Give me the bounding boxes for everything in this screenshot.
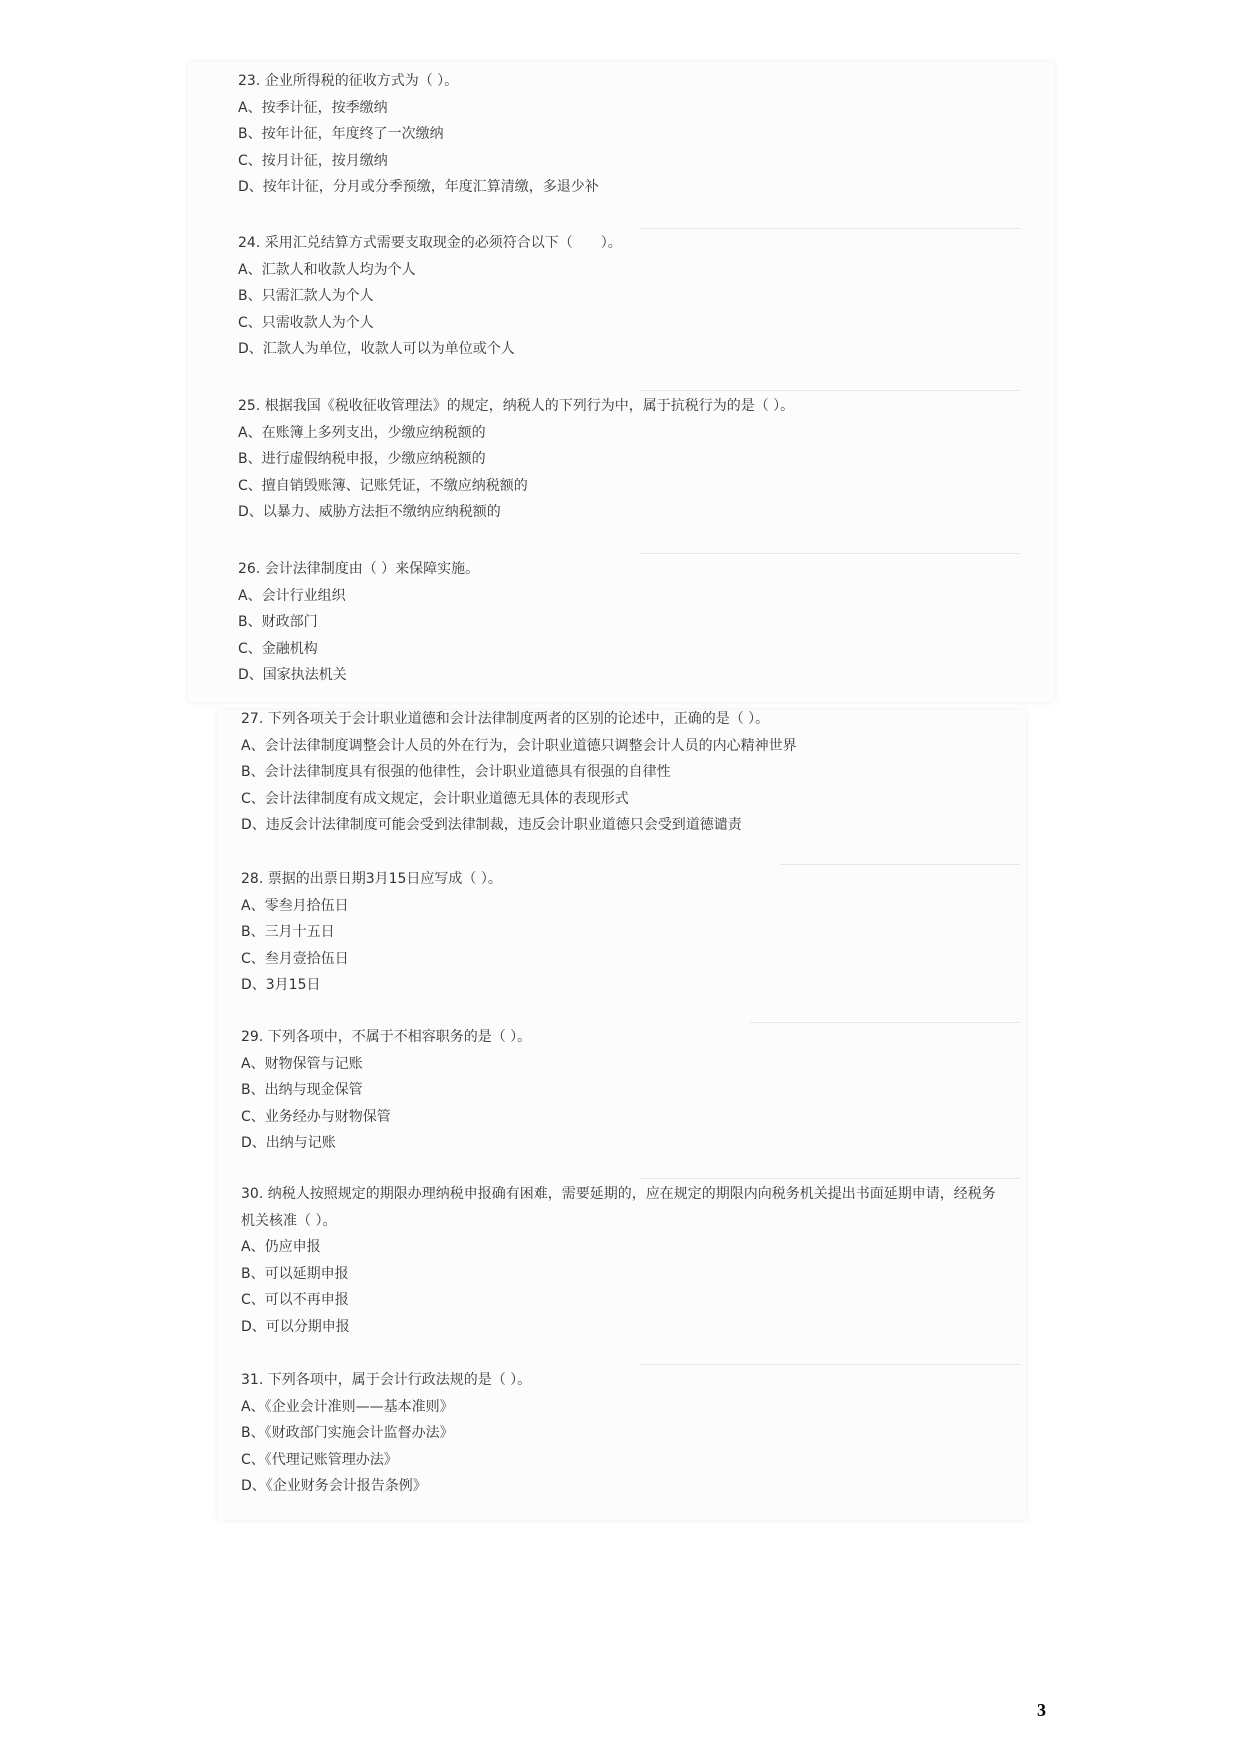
option-a: A、按季计征，按季缴纳 (238, 99, 388, 116)
option-c: C、可以不再申报 (241, 1292, 349, 1308)
question-30 (241, 1181, 1006, 1340)
question-stem: 25. 根据我国《税收征收管理法》的规定，纳税人的下列行为中，属于抗税行为的是（ ）。 (238, 398, 795, 414)
option-b: B、出纳与现金保管 (241, 1082, 363, 1098)
option-a: A、财物保管与记账 (241, 1055, 363, 1072)
separator (750, 1022, 1020, 1023)
option-d: D、以暴力、威胁方法拒不缴纳应纳税额的 (238, 504, 501, 520)
option-b: B、会计法律制度具有很强的他律性，会计职业道德具有很强的自律性 (241, 764, 671, 780)
question-31 (241, 1367, 1021, 1500)
option-d: D、按年计征，分月或分季预缴，年度汇算清缴，多退少补 (238, 179, 599, 195)
option-b: B、三月十五日 (241, 924, 335, 940)
option-d: D、汇款人为单位，收款人可以为单位或个人 (238, 341, 515, 357)
option-d: D、违反会计法律制度可能会受到法律制裁，违反会计职业道德只会受到道德谴责 (241, 817, 742, 833)
separator (640, 390, 1020, 391)
option-a: A、《企业会计准则——基本准则》 (241, 1398, 454, 1415)
option-a: A、在账簿上多列支出，少缴应纳税额的 (238, 424, 486, 441)
question-stem: 24. 采用汇兑结算方式需要支取现金的必须符合以下（ ）。 (238, 235, 622, 251)
question-25 (238, 393, 1038, 526)
option-c: C、《代理记账管理办法》 (241, 1451, 398, 1468)
separator (640, 553, 1020, 554)
separator (640, 1178, 1020, 1179)
option-c: C、业务经办与财物保管 (241, 1108, 391, 1125)
question-stem: 26. 会计法律制度由（ ）来保障实施。 (238, 561, 480, 577)
option-d: D、《企业财务会计报告条例》 (241, 1478, 427, 1494)
option-b: B、按年计征，年度终了一次缴纳 (238, 126, 444, 142)
question-27 (241, 706, 1021, 839)
question-stem: 23. 企业所得税的征收方式为（ ）。 (238, 73, 459, 89)
question-stem: 31. 下列各项中，属于会计行政法规的是（ ）。 (241, 1372, 532, 1388)
option-a: A、会计法律制度调整会计人员的外在行为，会计职业道德只调整会计人员的内心精神世界 (241, 737, 797, 754)
separator (780, 864, 1020, 865)
option-c: C、擅自销毁账簿、记账凭证，不缴应纳税额的 (238, 477, 528, 494)
option-a: A、会计行业组织 (238, 587, 346, 604)
option-c: C、按月计征，按月缴纳 (238, 152, 388, 169)
separator (640, 228, 1020, 229)
option-b: B、进行虚假纳税申报，少缴应纳税额的 (238, 451, 486, 467)
separator (640, 1364, 1020, 1365)
option-d: D、可以分期申报 (241, 1318, 350, 1335)
option-d: D、3月15日 (241, 977, 321, 993)
question-26 (238, 556, 1038, 689)
option-a: A、零叁月拾伍日 (241, 897, 349, 914)
option-b: B、可以延期申报 (241, 1265, 349, 1282)
option-c: C、金融机构 (238, 640, 318, 657)
page-number: 3 (1037, 1700, 1046, 1720)
question-stem: 28. 票据的出票日期3月15日应写成（ ）。 (241, 871, 502, 887)
question-23 (238, 68, 1038, 201)
question-28 (241, 866, 1021, 999)
option-b: B、财政部门 (238, 614, 318, 630)
question-stem: 27. 下列各项关于会计职业道德和会计法律制度两者的区别的论述中，正确的是（ ）。 (241, 711, 770, 727)
option-d: D、出纳与记账 (241, 1135, 336, 1151)
option-b: B、《财政部门实施会计监督办法》 (241, 1425, 454, 1441)
option-a: A、仍应申报 (241, 1239, 321, 1255)
option-d: D、国家执法机关 (238, 667, 347, 683)
option-c: C、会计法律制度有成文规定，会计职业道德无具体的表现形式 (241, 790, 629, 807)
option-a: A、汇款人和收款人均为个人 (238, 261, 416, 278)
question-29 (241, 1024, 1021, 1157)
option-b: B、只需汇款人为个人 (238, 288, 374, 304)
question-stem: 29. 下列各项中，不属于不相容职务的是（ ）。 (241, 1029, 532, 1045)
question-stem: 30. 纳税人按照规定的期限办理纳税申报确有困难，需要延期的，应在规定的期限内向税务机关提出书面延期申请，经税务机关核准（ ）。 (241, 1186, 996, 1229)
option-c: C、只需收款人为个人 (238, 314, 374, 331)
option-c: C、叁月壹拾伍日 (241, 950, 349, 967)
question-24 (238, 230, 1038, 363)
